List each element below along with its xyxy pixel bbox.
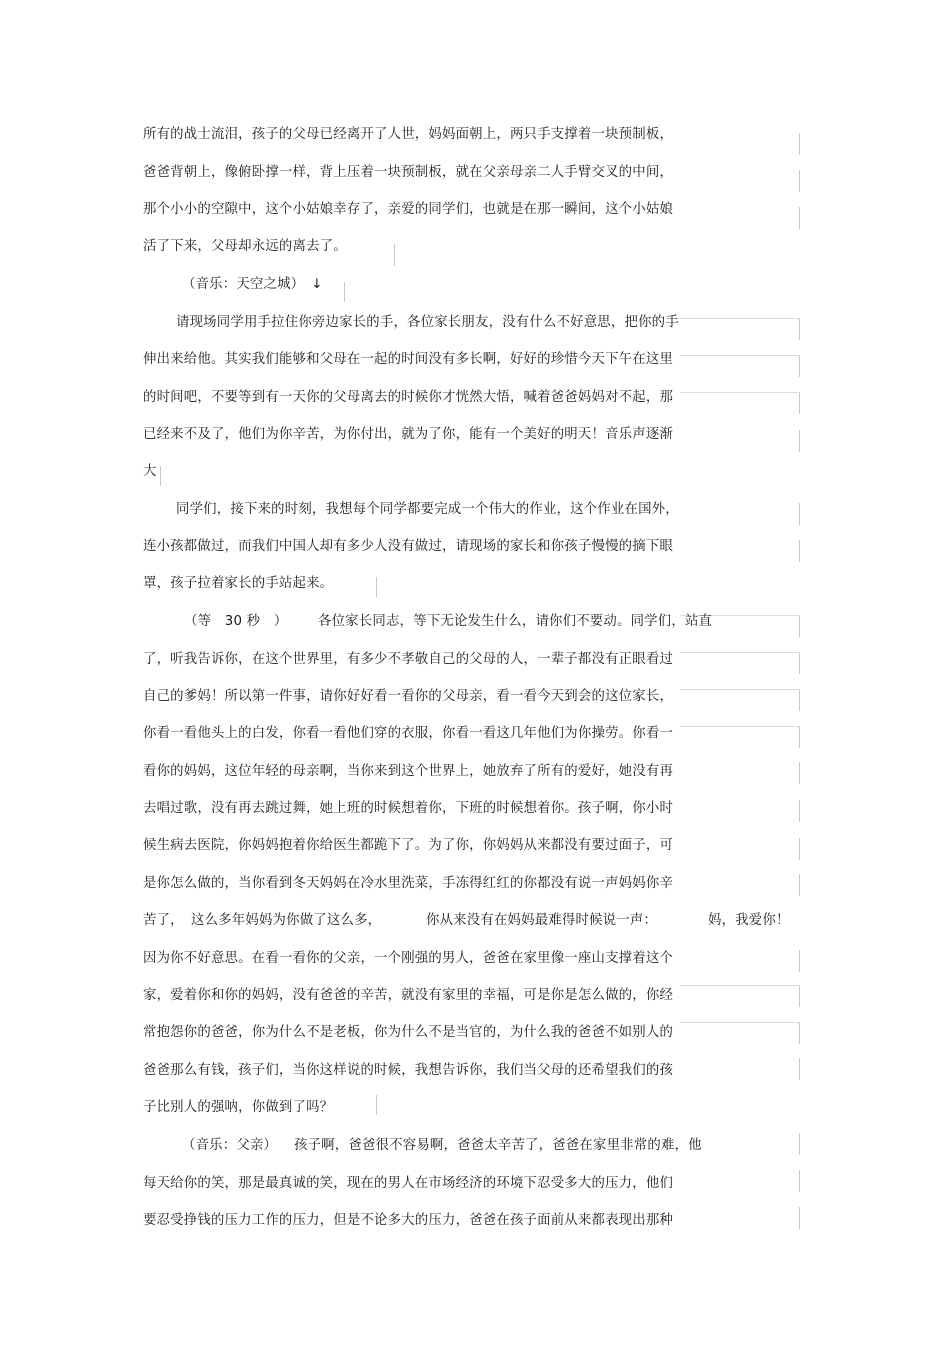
- text-line: 每天给你的笑，那是最真诚的笑，现在的男人在市场经济的环境下忍受多大的压力，他们: [143, 1176, 674, 1191]
- margin-rule: [799, 318, 800, 340]
- margin-rule: [799, 1207, 800, 1229]
- music-cue: （音乐：天空之城） ↓: [182, 277, 323, 292]
- text-line: 已经来不及了，他们为你辛苦，为你付出，就为了你，能有一个美好的明天！音乐声逐渐: [143, 427, 674, 442]
- margin-rule: [799, 540, 800, 562]
- text-line: 孩子啊，爸爸很不容易啊，爸爸太辛苦了，爸爸在家里非常的难，他: [294, 1138, 702, 1153]
- margin-rule: [680, 392, 800, 393]
- text-line: 你看一看他头上的白发，你看一看他们穿的衣服，你看一看这几年他们为你操劳。你看一: [143, 726, 674, 741]
- margin-rule: [799, 430, 800, 452]
- text-line: 同学们，接下来的时刻，我想每个同学都要完成一个伟大的作业，这个作业在国外，: [176, 502, 679, 517]
- text-line: 所有的战士流泪，孩子的父母已经离开了人世，妈妈面朝上，两只手支撑着一块预制板，: [143, 127, 674, 142]
- text-line: 爸爸背朝上，像俯卧撑一样，背上压着一块预制板，就在父亲母亲二人手臂交叉的中间，: [143, 165, 674, 180]
- text-line: 伸出来给他。其实我们能够和父母在一起的时间没有多长啊，好好的珍惜今天下午在这里: [143, 352, 674, 367]
- text-line: 大: [143, 464, 157, 479]
- text-line: 罩，孩子拉着家长的手站起来。: [143, 576, 334, 591]
- text-line: 自己的爹妈！所以第一件事，请你好好看一看你的父母亲，看一看今天到会的这位家长，: [143, 689, 674, 704]
- text-line: 苦了，: [143, 913, 184, 928]
- margin-rule: [799, 985, 800, 1007]
- text-line: 看你的妈妈，这位年轻的母亲啊，当你来到这个世界上，她放弃了所有的爱好，她没有再: [143, 764, 674, 779]
- text-line: 连小孩都做过，而我们中国人却有多少人没有做过，请现场的家长和你孩子慢慢的摘下眼: [143, 539, 674, 554]
- margin-rule: [799, 207, 800, 229]
- margin-rule: [799, 838, 800, 860]
- margin-rule: [799, 1022, 800, 1044]
- text-line: 你从来没有在妈妈最难得时候说一声：: [426, 913, 658, 928]
- text-line: 爸爸那么有钱，孩子们，当你这样说的时候，我想告诉你，我们当父母的还希望我们的孩: [143, 1063, 674, 1078]
- margin-rule: [799, 726, 800, 748]
- margin-rule: [799, 392, 800, 414]
- margin-rule: [344, 282, 345, 302]
- margin-rule: [680, 985, 800, 986]
- margin-rule: [799, 800, 800, 822]
- margin-rule: [799, 762, 800, 784]
- text-line: 各位家长同志，等下无论发生什么，请你们不要动。同学们，站直: [318, 614, 713, 629]
- text-line: 那个小小的空隙中，这个小姑娘幸存了，亲爱的同学们，也就是在那一瞬间，这个小姑娘: [143, 202, 674, 217]
- text-line: 子比别人的强呐，你做到了吗？: [143, 1100, 334, 1115]
- margin-rule: [376, 1095, 377, 1115]
- text-line: 家，爱着你和你的妈妈，没有爸爸的辛苦，就没有家里的幸福，可是你是怎么做的，你经: [143, 988, 674, 1003]
- music-cue: （音乐：父亲）: [182, 1138, 278, 1153]
- margin-rule: [799, 615, 800, 637]
- margin-rule: [160, 466, 161, 486]
- margin-rule: [680, 355, 800, 356]
- text-line: 常抱怨你的爸爸，你为什么不是老板，你为什么不是当官的，为什么我的爸爸不如别人的: [143, 1025, 674, 1040]
- margin-rule: [376, 577, 377, 597]
- text-line: 的时间吧，不要等到有一天你的父母离去的时候你才恍然大悟，喊着爸爸妈妈对不起，那: [143, 390, 674, 405]
- margin-rule: [799, 133, 800, 155]
- margin-rule: [680, 1022, 800, 1023]
- margin-rule: [799, 874, 800, 896]
- margin-rule: [799, 652, 800, 674]
- margin-rule: [799, 170, 800, 192]
- text-line: 请现场同学用手拉住你旁边家长的手，各位家长朋友，没有什么不好意思，把你的手: [176, 315, 679, 330]
- margin-rule: [799, 1133, 800, 1155]
- wait-cue: （等 30 秒 ）: [184, 614, 288, 629]
- text-line: 去唱过歌，没有再去跳过舞，她上班的时候想着你，下班的时候想着你。孩子啊，你小时: [143, 801, 674, 816]
- text-line: 妈，我爱你！: [708, 913, 790, 928]
- text-line: 了，听我告诉你，在这个世界里，有多少不孝敬自己的父母的人，一辈子都没有正眼看过: [143, 652, 674, 667]
- margin-rule: [799, 503, 800, 525]
- margin-rule: [680, 318, 800, 319]
- margin-rule: [799, 1170, 800, 1192]
- text-line: 是你怎么做的，当你看到冬天妈妈在冷水里洗菜，手冻得红红的你都没有说一声妈妈你辛: [143, 876, 674, 891]
- margin-rule: [799, 950, 800, 972]
- margin-rule: [394, 244, 395, 266]
- margin-rule: [680, 726, 800, 727]
- text-line: 活了下来，父母却永远的离去了。: [143, 239, 347, 254]
- margin-rule: [799, 689, 800, 711]
- text-line: 要忍受挣钱的压力工作的压力，但是不论多大的压力，爸爸在孩子面前从来都表现出那种: [143, 1213, 674, 1228]
- margin-rule: [799, 1058, 800, 1080]
- margin-rule: [680, 689, 800, 690]
- text-line: 因为你不好意思。在看一看你的父亲，一个刚强的男人，爸爸在家里像一座山支撑着这个: [143, 951, 674, 966]
- text-line: 候生病去医院，你妈妈抱着你给医生都跪下了。为了你，你妈妈从来都没有要过面子，可: [143, 838, 674, 853]
- margin-rule: [680, 652, 800, 653]
- text-line: 这么多年妈妈为你做了这么多，: [191, 913, 382, 928]
- margin-rule: [799, 355, 800, 377]
